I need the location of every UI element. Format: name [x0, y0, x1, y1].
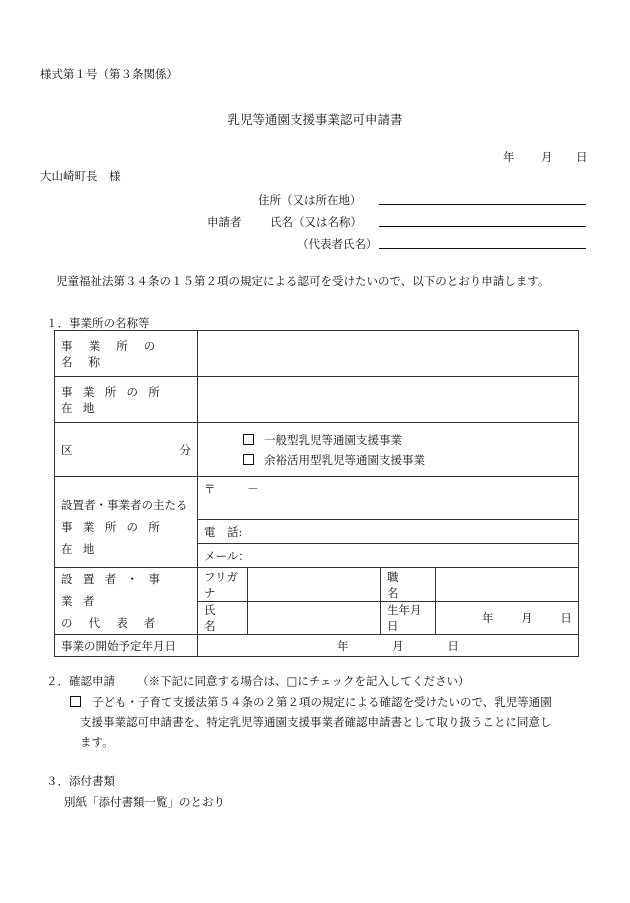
- rep-line1: 設置者・事業者: [61, 572, 171, 608]
- date-day: 日: [576, 150, 588, 164]
- checkbox-general[interactable]: [243, 434, 254, 445]
- dob-month: 月: [521, 611, 533, 625]
- table-row: [55, 477, 579, 520]
- option-general[interactable]: [243, 430, 572, 450]
- date-month: 月: [541, 150, 553, 164]
- category-label: [55, 423, 198, 477]
- phone-label: 電 話:: [204, 524, 243, 539]
- statement: 児童福祉法第３４条の１５第２項の規定による認可を受けたいので、以下のとおり申請します。: [56, 274, 550, 288]
- section3-body: 別紙「添付書類一覧」のとおり: [64, 795, 225, 809]
- category-char2: 分: [179, 442, 191, 457]
- start-year: 年: [337, 638, 349, 653]
- section2-heading: ２．確認申請: [46, 674, 115, 688]
- table-row: [55, 423, 579, 477]
- table-row: [55, 377, 579, 423]
- dob-day: 日: [560, 611, 572, 625]
- operator-address-line1: 設置者・事業者の主たる: [61, 498, 188, 512]
- table-row: [55, 568, 579, 602]
- consent-checkbox[interactable]: [70, 696, 81, 707]
- address-field[interactable]: [379, 204, 586, 205]
- name-field[interactable]: [379, 226, 586, 227]
- category-char1: 区: [61, 442, 73, 457]
- addressee: 大山崎町長 様: [40, 169, 121, 183]
- section3-heading: ３．添付書類: [46, 774, 115, 788]
- name-label: 氏名（又は名称）: [270, 215, 362, 229]
- dob-field[interactable]: [436, 602, 579, 635]
- facility-address-label: 事業所の所在地: [55, 377, 198, 423]
- representative-field[interactable]: [379, 248, 586, 249]
- email-label: メール：: [204, 548, 250, 563]
- rep-line2: の代表者: [61, 616, 172, 630]
- operator-address-label: [55, 477, 198, 568]
- facility-name-label: 事業所の名称: [55, 331, 198, 377]
- option-surplus[interactable]: [243, 450, 572, 470]
- category-options: [198, 423, 579, 477]
- full-name-label: 氏 名: [198, 602, 248, 635]
- furigana-label: フリガナ: [198, 568, 248, 602]
- option-general-label: 一般型乳児等通園支援事業: [264, 432, 402, 447]
- page-title: 乳児等通園支援事業認可申請書: [227, 112, 403, 127]
- start-month: 月: [392, 638, 404, 653]
- date-year: 年: [503, 150, 515, 164]
- email-field[interactable]: [198, 544, 579, 568]
- postal-code-field[interactable]: [198, 477, 579, 520]
- table-row: [55, 331, 579, 377]
- phone-field[interactable]: [198, 520, 579, 544]
- facility-name-field[interactable]: [198, 331, 579, 377]
- section2-note: （※下記に同意する場合は、□にチェックを記入してください）: [137, 674, 470, 688]
- option-surplus-label: 余裕活用型乳児等通園支援事業: [264, 452, 425, 467]
- position-label: 職 名: [381, 568, 436, 602]
- consent-line3: ます。: [80, 735, 114, 749]
- category-label-text: [61, 442, 191, 458]
- start-day: 日: [447, 638, 459, 653]
- form-number: 様式第１号（第３条関係）: [40, 67, 178, 81]
- dob-year: 年: [482, 611, 494, 625]
- representative-row-label: [55, 568, 198, 635]
- facility-table: [54, 330, 579, 657]
- furigana-field[interactable]: [248, 568, 381, 602]
- postal-mark: 〒: [204, 482, 216, 496]
- section1-heading: １．事業所の名称等: [46, 316, 150, 330]
- postal-dash: －: [247, 482, 259, 496]
- start-date-label: 事業の開始予定年月日: [55, 635, 198, 657]
- start-date-field[interactable]: [198, 635, 579, 657]
- applicant-label: 申請者: [207, 215, 242, 229]
- checkbox-surplus[interactable]: [243, 454, 254, 465]
- full-name-field[interactable]: [248, 602, 381, 635]
- facility-address-field[interactable]: [198, 377, 579, 423]
- position-field[interactable]: [436, 568, 579, 602]
- representative-label: （代表者氏名）: [297, 237, 378, 251]
- operator-address-line2: 事業所の所在地: [61, 520, 171, 556]
- table-row: [55, 635, 579, 657]
- address-label: 住所（又は所在地）: [258, 193, 362, 207]
- consent-line1: 子ども・子育て支援法第５４条の２第２項の規定による確認を受けたいので、乳児等通園: [92, 695, 552, 709]
- dob-label: 生年月日: [381, 602, 436, 635]
- consent-line2: 支援事業認可申請書を、特定乳児等通園支援事業者確認申請書として取り扱うことに同意し: [80, 715, 552, 729]
